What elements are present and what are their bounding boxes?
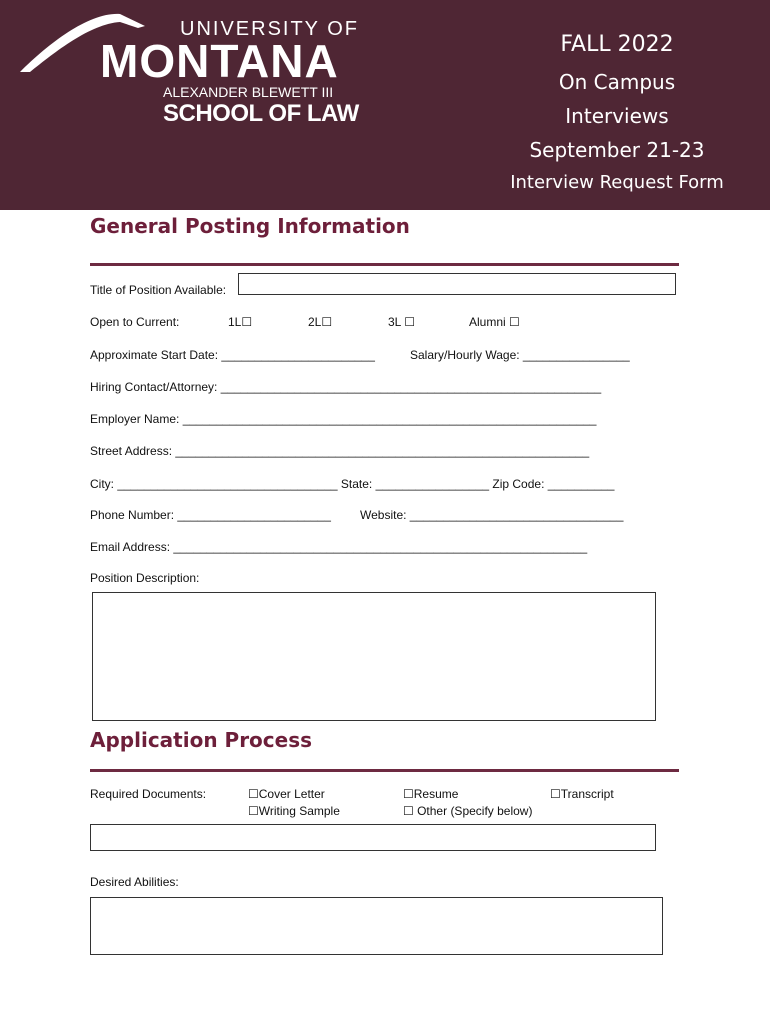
position-description-field[interactable] <box>92 592 656 721</box>
email-field[interactable]: Email Address: ______________________________________________________________ <box>90 540 588 554</box>
hiring-contact-field[interactable]: Hiring Contact/Attorney: _________________________________________________________ <box>90 380 602 394</box>
checkbox-cover-letter[interactable]: ☐Cover Letter <box>248 787 325 801</box>
desired-abilities-label: Desired Abilities: <box>90 875 179 889</box>
employer-name-field[interactable]: Employer Name: ______________________________________________________________ <box>90 412 597 426</box>
on-campus-label: On Campus <box>558 70 676 94</box>
dates-label: September 21-23 <box>529 138 705 162</box>
logo-blewett: ALEXANDER BLEWETT III <box>163 84 334 100</box>
checkbox-1l[interactable]: 1L☐ <box>228 315 253 329</box>
application-section-title: Application Process <box>90 728 313 752</box>
position-description-label: Position Description: <box>90 571 200 585</box>
logo-school-of-law: SCHOOL OF LAW <box>163 100 359 127</box>
position-title-label: Title of Position Available: <box>90 283 227 297</box>
other-documents-field[interactable] <box>90 824 656 851</box>
interviews-label: Interviews <box>565 104 669 128</box>
city-state-zip-field[interactable]: City: _________________________________ State: _________________ Zip Code: __________ <box>90 477 615 491</box>
checkbox-resume[interactable]: ☐Resume <box>403 787 459 801</box>
wage-field[interactable]: Salary/Hourly Wage: ________________ <box>410 348 630 362</box>
form-name: Interview Request Form <box>510 172 724 193</box>
start-date-field[interactable]: Approximate Start Date: _______________________ <box>90 348 375 362</box>
university-logo <box>20 12 360 132</box>
general-section-rule <box>90 263 679 266</box>
website-field[interactable]: Website: ________________________________ <box>360 508 624 522</box>
open-to-label: Open to Current: <box>90 315 180 329</box>
desired-abilities-field[interactable] <box>90 897 663 955</box>
logo-university-of: UNIVERSITY OF <box>180 18 359 40</box>
header-banner <box>0 0 770 210</box>
checkbox-other[interactable]: ☐ Other (Specify below) <box>403 804 533 818</box>
checkbox-alumni[interactable]: Alumni ☐ <box>469 315 520 329</box>
logo-montana: MONTANA <box>100 35 339 87</box>
term-label: FALL 2022 <box>560 32 674 57</box>
general-section-title: General Posting Information <box>90 214 410 238</box>
position-title-field[interactable] <box>238 273 676 295</box>
application-section-rule <box>90 769 679 772</box>
checkbox-transcript[interactable]: ☐Transcript <box>550 787 614 801</box>
phone-field[interactable]: Phone Number: _______________________ <box>90 508 331 522</box>
street-address-field[interactable]: Street Address: ______________________________________________________________ <box>90 444 590 458</box>
checkbox-writing-sample[interactable]: ☐Writing Sample <box>248 804 340 818</box>
checkbox-2l[interactable]: 2L☐ <box>308 315 333 329</box>
required-documents-label: Required Documents: <box>90 787 207 801</box>
checkbox-3l[interactable]: 3L ☐ <box>388 315 415 329</box>
